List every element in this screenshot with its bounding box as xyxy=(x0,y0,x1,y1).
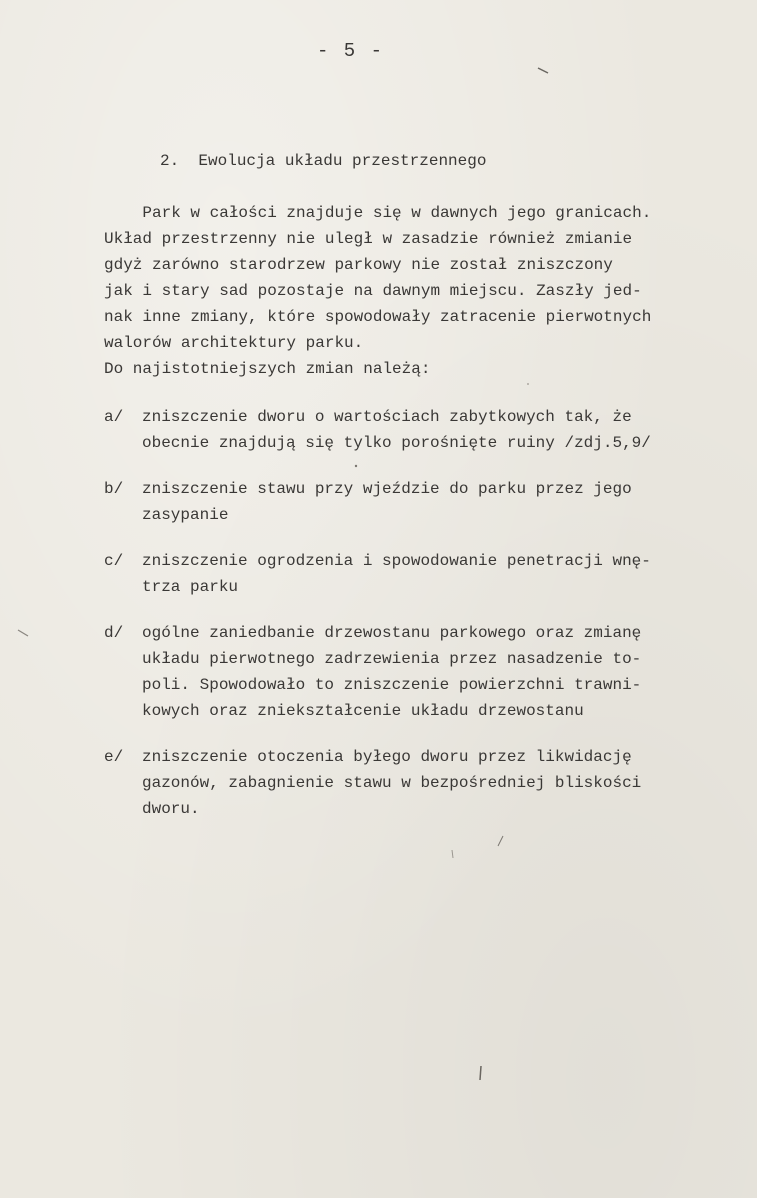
text-line: układu pierwotnego zadrzewienia przez nasadzenie to- xyxy=(142,650,642,668)
section-heading: 2. Ewolucja układu przestrzennego xyxy=(160,152,487,170)
text-line: zasypanie xyxy=(142,506,229,524)
text-line: gdyż zarówno starodrzew parkowy nie został zniszczony xyxy=(104,256,613,274)
speck xyxy=(452,850,453,858)
speck xyxy=(480,1066,481,1080)
list-marker: b/ xyxy=(104,480,124,498)
speck xyxy=(18,630,28,636)
text-line: Do najistotniejszych zmian należą: xyxy=(104,360,431,378)
text-line: poli. Spowodowało to zniszczenie powierzchni trawni- xyxy=(142,676,642,694)
text-line: Układ przestrzenny nie uległ w zasadzie również zmianie xyxy=(104,230,633,248)
text-line: kowych oraz zniekształcenie układu drzewostanu xyxy=(142,702,584,720)
list-marker: e/ xyxy=(104,748,124,766)
text-line: ogólne zaniedbanie drzewostanu parkowego oraz zmianę xyxy=(142,624,642,642)
speck xyxy=(538,68,548,73)
text-line: Park w całości znajduje się w dawnych jego granicach. xyxy=(104,204,652,222)
text-line: obecnie znajdują się tylko porośnięte ruiny /zdj.5,9/ xyxy=(142,434,651,452)
list-marker: c/ xyxy=(104,552,124,570)
speck xyxy=(498,836,503,846)
speck xyxy=(527,383,529,385)
text-line: zniszczenie stawu przy wjeździe do parku przez jego xyxy=(142,480,632,498)
text-line: zniszczenie ogrodzenia i spowodowanie penetracji wnę- xyxy=(142,552,651,570)
text-line: trza parku xyxy=(142,578,239,596)
text-line: nak inne zmiany, które spowodowały zatracenie pierwotnych xyxy=(104,308,652,326)
text-line: jak i stary sad pozostaje na dawnym miejscu. Zaszły jed- xyxy=(104,282,642,300)
page-number: - 5 - xyxy=(316,40,384,62)
speck xyxy=(355,465,357,467)
list-marker: d/ xyxy=(104,624,124,642)
text-line: zniszczenie otoczenia byłego dworu przez likwidację xyxy=(142,748,632,766)
text-line: zniszczenie dworu o wartościach zabytkowych tak, że xyxy=(142,408,632,426)
text-line: dworu. xyxy=(142,800,200,818)
text-line: walorów architektury parku. xyxy=(104,334,364,352)
list-marker: a/ xyxy=(104,408,124,426)
text-line: gazonów, zabagnienie stawu w bezpośredniej bliskości xyxy=(142,774,642,792)
